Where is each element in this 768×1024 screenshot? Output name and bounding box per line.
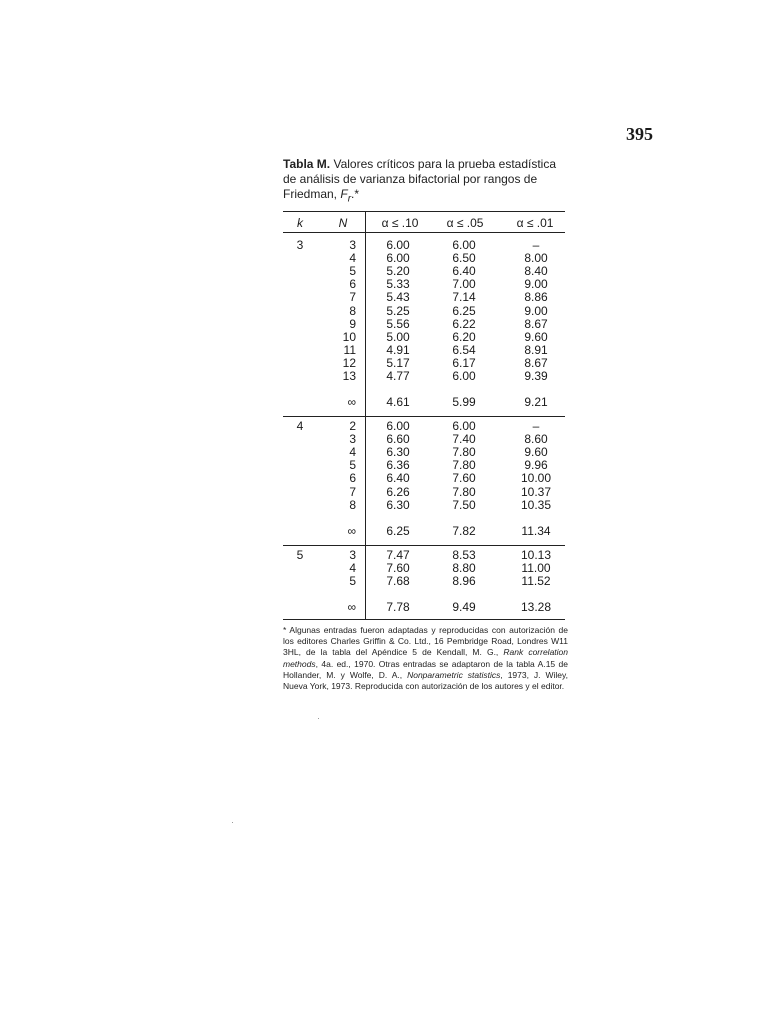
cell-alpha-05: 6.20 (452, 329, 476, 344)
cell-n: 9 (349, 316, 356, 331)
cell-alpha-10: 5.00 (386, 329, 410, 344)
cell-alpha-01: 9.00 (524, 303, 548, 318)
cell-alpha-10: 6.30 (386, 445, 410, 460)
cell-alpha-01: 8.67 (524, 355, 548, 370)
cell-alpha-01-inf: 11.34 (521, 524, 551, 538)
cell-n: 6 (349, 471, 356, 486)
cell-alpha-10: 6.00 (386, 251, 410, 266)
cell-alpha-05: 8.96 (452, 574, 476, 589)
cell-alpha-01: 10.37 (520, 484, 552, 499)
cell-alpha-05: 6.00 (452, 419, 476, 433)
table-top-rule (283, 211, 565, 212)
cell-n: 3 (349, 238, 356, 252)
cell-alpha-10: 6.36 (386, 458, 410, 473)
cell-n: 5 (349, 264, 356, 279)
header-k: k (297, 216, 303, 230)
table-header-rule (283, 232, 565, 233)
cell-alpha-05: 6.17 (452, 355, 476, 370)
cell-alpha-10: 6.26 (386, 484, 410, 499)
cell-alpha-01-inf: 13.28 (520, 600, 552, 614)
cell-alpha-01: – (532, 238, 540, 252)
cell-n: 5 (349, 574, 356, 589)
caption-symbol: F (340, 187, 348, 201)
cell-alpha-10: 6.40 (386, 471, 410, 486)
cell-alpha-05: 6.54 (452, 342, 476, 357)
cell-alpha-10: 6.30 (386, 497, 410, 512)
cell-alpha-01-inf: 9.21 (524, 395, 548, 409)
group-divider-rule (283, 545, 565, 546)
footnote-title-2: Nonparametric statistics (407, 669, 501, 680)
cell-alpha-10: 5.17 (386, 355, 410, 370)
cell-k: 3 (296, 238, 304, 252)
cell-alpha-05: 7.40 (452, 432, 476, 447)
header-alpha-10: α ≤ .10 (381, 216, 419, 230)
footnote-part-1: * Algunas entradas fueron adaptadas y reproducidas con autorización de los editores Charles Griffin & Co. Ltd., 16 Pembridge Road, Londres W11 3HL, de la tabla del Apéndice 5 de Kendall, M. G., (283, 625, 568, 658)
cell-alpha-01: 10.35 (520, 497, 552, 512)
cell-alpha-01: 8.00 (524, 251, 548, 266)
cell-alpha-05: 6.40 (452, 264, 476, 279)
caption-label: Tabla M. (283, 157, 331, 171)
cell-alpha-10: 5.20 (386, 264, 410, 279)
cell-n: 2 (349, 419, 356, 433)
cell-n: 7 (349, 484, 356, 499)
cell-alpha-01: 8.86 (524, 290, 548, 305)
cell-alpha-05: 8.80 (452, 561, 476, 576)
cell-alpha-01: 8.60 (524, 432, 548, 447)
cell-alpha-01: 9.96 (524, 458, 548, 473)
cell-alpha-10-inf: 6.25 (386, 524, 410, 538)
header-alpha-01: α ≤ .01 (516, 216, 554, 230)
cell-alpha-01: 9.00 (524, 277, 548, 292)
cell-n: 5 (349, 458, 356, 473)
cell-n-inf: ∞ (347, 600, 356, 614)
cell-n: 8 (349, 497, 356, 512)
cell-alpha-05: 7.50 (452, 497, 476, 512)
cell-alpha-05: 7.00 (452, 277, 476, 292)
cell-n: 10 (342, 329, 356, 344)
cell-n: 4 (349, 251, 356, 266)
footnote-part-2: , 4a. ed., 1970. Otras entradas se adaptaron de la tabla A.15 de Hollander, M. y Wolfe, D. A., (283, 658, 568, 680)
cell-alpha-05-inf: 7.82 (452, 524, 476, 538)
cell-n: 4 (349, 445, 356, 460)
cell-k: 5 (296, 548, 304, 562)
cell-n: 4 (349, 561, 356, 576)
cell-alpha-10: 6.60 (386, 432, 410, 447)
cell-alpha-05: 6.50 (452, 251, 476, 266)
cell-alpha-05: 6.00 (452, 238, 476, 252)
cell-alpha-01: 9.60 (524, 445, 548, 460)
cell-alpha-05: 7.80 (452, 484, 476, 499)
cell-n: 11 (343, 342, 356, 357)
cell-n-inf: ∞ (347, 524, 356, 538)
cell-n: 6 (349, 277, 356, 292)
cell-alpha-05-inf: 5.99 (452, 395, 476, 409)
cell-alpha-01: 8.40 (524, 264, 548, 279)
cell-alpha-01: 8.91 (524, 342, 548, 357)
caption-symbol-sub: r (347, 193, 352, 205)
cell-alpha-10-inf: 7.78 (386, 600, 410, 614)
header-n: N (338, 216, 348, 230)
cell-n: 7 (349, 290, 356, 305)
header-alpha-05: α ≤ .05 (446, 216, 484, 230)
cell-alpha-01: 9.39 (524, 369, 548, 383)
cell-n-inf: ∞ (347, 395, 356, 409)
cell-k: 4 (296, 419, 304, 433)
scan-speck (318, 718, 319, 719)
cell-alpha-01: 11.00 (521, 561, 551, 576)
cell-n: 3 (349, 548, 356, 562)
cell-alpha-10: 5.43 (386, 290, 410, 305)
scan-speck (232, 822, 233, 823)
group-divider-rule (283, 416, 565, 417)
cell-alpha-10: 4.77 (386, 369, 410, 383)
cell-n: 13 (342, 369, 356, 383)
cell-alpha-10: 7.47 (386, 548, 410, 562)
caption-text: Valores críticos para la prueba estadística de análisis de varianza bifactorial por rangos de Friedman, (283, 157, 557, 201)
cell-n: 8 (349, 303, 356, 318)
cell-n: 12 (342, 355, 356, 370)
cell-alpha-10: 7.68 (386, 574, 410, 589)
cell-alpha-05: 7.80 (452, 458, 476, 473)
cell-alpha-10: 5.25 (386, 303, 410, 318)
table-caption (283, 157, 568, 206)
cell-alpha-05: 6.22 (452, 316, 476, 331)
cell-alpha-05: 8.53 (452, 548, 476, 562)
group-divider-rule (283, 619, 565, 620)
cell-alpha-05: 6.00 (452, 369, 476, 383)
cell-alpha-01: 11.52 (521, 574, 551, 589)
cell-alpha-05-inf: 9.49 (452, 600, 476, 614)
cell-alpha-01: 8.67 (524, 316, 548, 331)
caption-mark: .* (351, 187, 360, 201)
page-number: 395 (626, 124, 653, 144)
footnote-part-3: , 1973, J. Wiley, Nueva York, 1973. Reproducida con autorización de los autores y el editor. (283, 669, 568, 692)
cell-alpha-01: – (532, 419, 540, 433)
cell-alpha-10: 7.60 (386, 561, 410, 576)
cell-n: 3 (349, 432, 356, 447)
cell-alpha-10-inf: 4.61 (386, 395, 410, 409)
cell-alpha-10: 6.00 (386, 238, 410, 252)
cell-alpha-01: 10.00 (520, 471, 552, 486)
cell-alpha-10: 5.33 (386, 277, 410, 292)
cell-alpha-05: 7.14 (452, 290, 476, 305)
cell-alpha-10: 6.00 (386, 419, 410, 433)
cell-alpha-01: 10.13 (520, 548, 552, 562)
cell-alpha-05: 7.80 (452, 445, 476, 460)
table-footnote (283, 625, 568, 692)
cell-alpha-10: 4.91 (386, 342, 410, 357)
cell-alpha-05: 6.25 (452, 303, 476, 318)
cell-alpha-05: 7.60 (452, 471, 476, 486)
cell-alpha-01: 9.60 (524, 329, 548, 344)
footnote-title-1: Rank correlation methods (283, 647, 569, 669)
cell-alpha-10: 5.56 (386, 316, 410, 331)
